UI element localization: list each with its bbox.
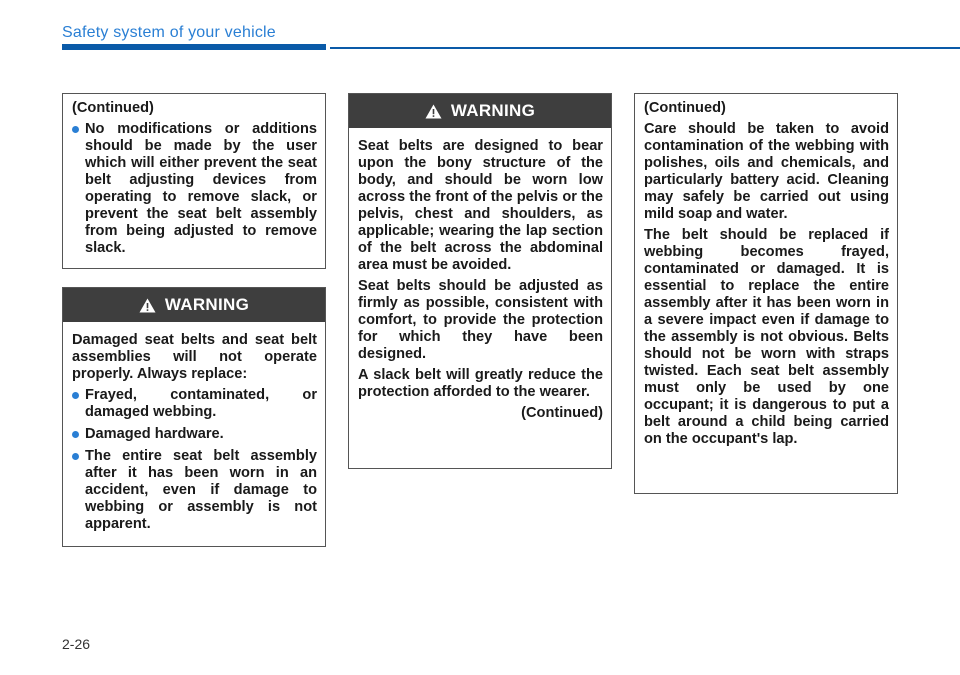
page-number: 2-26 <box>62 636 91 652</box>
warning-triangle-icon <box>425 104 442 119</box>
warning-intro: Damaged seat belts and seat belt assemblies will not operate properly. Always replace: <box>72 332 317 382</box>
paragraph: The belt should be replaced if webbing becomes frayed, contaminated or damaged. It is essential to replace the entire assembly after it has been worn in a severe impact even if damage to the assembly is not obvious. Belts should not be worn with straps twisted. Each seat belt assembly must only be used by one occupant; it is dangerous to put a belt around a child being carried on the occupant's lap. <box>644 227 889 447</box>
bullet-dot-icon <box>72 126 79 133</box>
continued-label: (Continued) <box>521 405 603 421</box>
continued-label: (Continued) <box>644 100 726 116</box>
bullet-dot-icon <box>72 392 79 399</box>
header-rule-thin <box>330 47 960 49</box>
section-title: Safety system of your vehicle <box>62 24 276 41</box>
warning-label: WARNING <box>164 295 250 314</box>
list-item: Damaged hardware. <box>72 426 317 443</box>
warning-header <box>63 288 325 322</box>
bullet-dot-icon <box>72 431 79 438</box>
list-item: Frayed, contaminated, or damaged webbing. <box>72 387 317 421</box>
paragraph: Seat belts are designed to bear upon the bony structure of the body, and should be worn low across the front of the pelvis or the pelvis, chest and shoulders, as applicable; wearing the lap section of the belt across the abdominal area must be avoided. <box>358 138 603 273</box>
warning-triangle-icon <box>139 298 156 313</box>
paragraph: Seat belts should be adjusted as firmly as possible, consistent with comfort, to provide the protection for which they have been designed. <box>358 278 603 362</box>
warning-header <box>349 94 611 128</box>
header-rule-thick <box>62 44 326 50</box>
list-item: No modifications or additions should be made by the user which will either prevent the seat belt adjusting devices from operating to remove slack, or prevent the seat belt assembly from being adjusted to remove slack. <box>72 121 317 257</box>
continued-box-right <box>634 93 898 494</box>
warning-box-belt-wear <box>348 93 612 469</box>
paragraph: A slack belt will greatly reduce the protection afforded to the wearer. <box>358 367 603 400</box>
warning-box-damaged-belts <box>62 287 326 547</box>
continued-label: (Continued) <box>72 100 154 116</box>
warning-label: WARNING <box>450 101 536 120</box>
list-item: The entire seat belt assembly after it has been worn in an accident, even if damage to webbing or assembly is not apparent. <box>72 448 317 533</box>
bullet-dot-icon <box>72 453 79 460</box>
continued-box-left <box>62 93 326 269</box>
paragraph: Care should be taken to avoid contamination of the webbing with polishes, oils and chemicals, and particularly battery acid. Cleaning may safely be carried out using mild soap and water. <box>644 121 889 222</box>
